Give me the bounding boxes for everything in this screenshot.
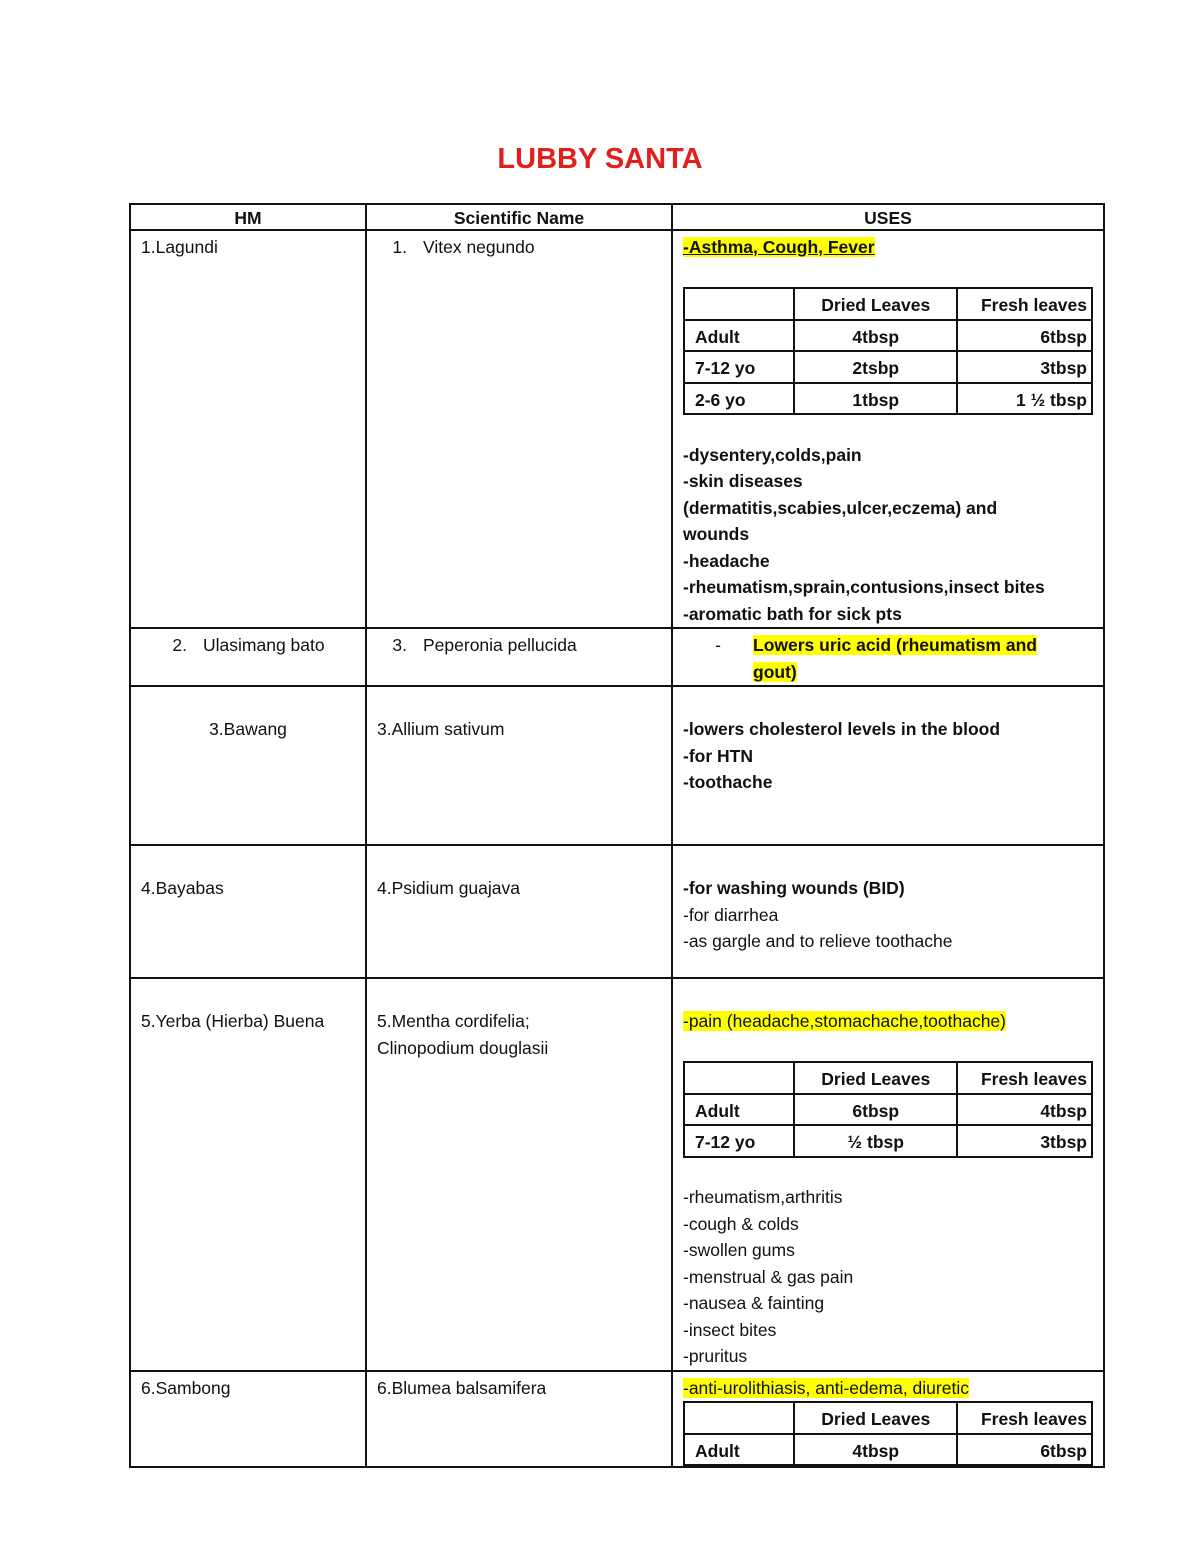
dose-cell: 6tbsp (957, 1434, 1092, 1466)
dose-cell: 1 ½ tbsp (957, 383, 1092, 415)
header-scientific-name: Scientific Name (366, 204, 672, 230)
use-line: -lowers cholesterol levels in the blood (683, 719, 1001, 739)
dose-cell: Adult (684, 1094, 794, 1126)
bullet-dash: - (715, 635, 721, 655)
sci-cell (366, 845, 672, 978)
table-row-yerba-buena (130, 978, 1104, 1371)
use-line: -dysentery,colds,pain (683, 444, 862, 465)
hm-name: 6.Sambong (141, 1377, 231, 1398)
use-line: -for diarrhea (683, 904, 779, 925)
header-uses: USES (672, 204, 1104, 230)
main-use-highlight: -pain (headache,stomachache,toothache) (683, 1011, 1006, 1031)
uses-cell (672, 845, 1104, 978)
dose-cell: 7-12 yo (684, 1125, 794, 1157)
scientific-name: 6.Blumea balsamifera (377, 1377, 547, 1398)
dose-header (684, 288, 794, 320)
dose-cell: 4tbsp (957, 1094, 1092, 1126)
list-number: 1. (392, 237, 407, 257)
scientific-name: Vitex negundo (423, 237, 535, 257)
scientific-name: 5.Mentha cordifelia; (377, 1011, 530, 1031)
herbal-medicine-table (129, 203, 1105, 1468)
dosage-table (683, 1061, 1093, 1158)
hm-name: 4.Bayabas (141, 878, 224, 898)
list-number: 2. (172, 635, 187, 655)
hm-name: 1.Lagundi (141, 237, 218, 257)
sci-cell (366, 1371, 672, 1468)
table-row-sambong (130, 1371, 1104, 1468)
dose-cell: 4tbsp (794, 320, 957, 352)
use-line: -rheumatism,arthritis (683, 1187, 843, 1207)
sci-cell (366, 628, 672, 686)
sci-cell (366, 978, 672, 1371)
dose-cell: 4tbsp (794, 1434, 957, 1466)
dosage-table (683, 287, 1093, 415)
main-use-highlight: gout) (753, 661, 797, 682)
use-line: -menstrual & gas pain (683, 1266, 854, 1287)
dose-cell: 2-6 yo (684, 383, 794, 415)
table-row-bayabas (130, 845, 1104, 978)
sci-cell (366, 686, 672, 845)
use-line: -pruritus (683, 1346, 748, 1366)
dose-header (684, 1062, 794, 1094)
dose-cell: ½ tbsp (794, 1125, 957, 1157)
dose-header: Dried Leaves (794, 288, 957, 320)
use-line: -swollen gums (683, 1240, 795, 1260)
dose-header: Fresh leaves (957, 1062, 1092, 1094)
uses-cell (672, 628, 1104, 686)
use-line: wounds (683, 524, 750, 544)
uses-cell (672, 230, 1104, 628)
dose-header: Fresh leaves (957, 288, 1092, 320)
main-use-highlight: -Asthma, Cough, Fever (683, 237, 875, 257)
uses-cell (672, 686, 1104, 845)
dosage-table (683, 1401, 1093, 1466)
dose-header: Dried Leaves (794, 1402, 957, 1434)
use-line: -nausea & fainting (683, 1293, 825, 1313)
other-uses (683, 442, 1093, 628)
use-line: -toothache (683, 772, 773, 792)
use-line: -for HTN (683, 745, 753, 766)
page-title: LUBBY SANTA (497, 143, 703, 175)
use-line: -rheumatism,sprain,contusions,insect bites (683, 577, 1045, 597)
use-line: -for washing wounds (BID) (683, 878, 905, 898)
dose-cell: 1tbsp (794, 383, 957, 415)
dose-cell: 3tbsp (957, 1125, 1092, 1157)
dose-header (684, 1402, 794, 1434)
dose-cell: 2tsbp (794, 351, 957, 383)
hm-cell (130, 686, 366, 845)
dose-cell: 6tbsp (957, 320, 1092, 352)
other-uses (683, 1184, 1093, 1370)
table-row-lagundi (130, 230, 1104, 628)
hm-cell (130, 845, 366, 978)
use-line: -insect bites (683, 1319, 777, 1340)
dose-cell: Adult (684, 320, 794, 352)
uses-cell (672, 1371, 1104, 1468)
hm-cell (130, 1371, 366, 1468)
table-row-ulasimang-bato (130, 628, 1104, 686)
sci-cell (366, 230, 672, 628)
dose-cell: 3tbsp (957, 351, 1092, 383)
hm-name: 5.Yerba (Hierba) Buena (141, 1011, 325, 1031)
use-line: -cough & colds (683, 1213, 799, 1234)
scientific-name: Clinopodium douglasii (377, 1037, 549, 1058)
hm-cell (130, 628, 366, 686)
scientific-name: Peperonia pellucida (423, 635, 577, 655)
main-use-highlight: Lowers uric acid (rheumatism and (753, 635, 1037, 655)
dose-cell: 6tbsp (794, 1094, 957, 1126)
dose-header: Dried Leaves (794, 1062, 957, 1094)
table-row-bawang (130, 686, 1104, 845)
use-line: -aromatic bath for sick pts (683, 603, 902, 624)
list-number: 3. (392, 635, 407, 655)
hm-cell (130, 978, 366, 1371)
hm-name: 3.Bawang (209, 719, 287, 739)
use-line: (dermatitis,scabies,ulcer,eczema) and (683, 497, 998, 518)
uses-cell (672, 978, 1104, 1371)
dose-cell: Adult (684, 1434, 794, 1466)
scientific-name: 3.Allium sativum (377, 719, 505, 739)
scientific-name: 4.Psidium guajava (377, 878, 520, 898)
dose-header: Fresh leaves (957, 1402, 1092, 1434)
main-use-highlight: -anti-urolithiasis, anti-edema, diuretic (683, 1377, 969, 1398)
use-line: -skin diseases (683, 471, 803, 491)
use-line: -headache (683, 550, 770, 571)
hm-name: Ulasimang bato (203, 635, 325, 655)
use-line: -as gargle and to relieve toothache (683, 931, 953, 951)
dose-cell: 7-12 yo (684, 351, 794, 383)
header-hm: HM (130, 204, 366, 230)
hm-cell (130, 230, 366, 628)
header-row (130, 204, 1104, 230)
